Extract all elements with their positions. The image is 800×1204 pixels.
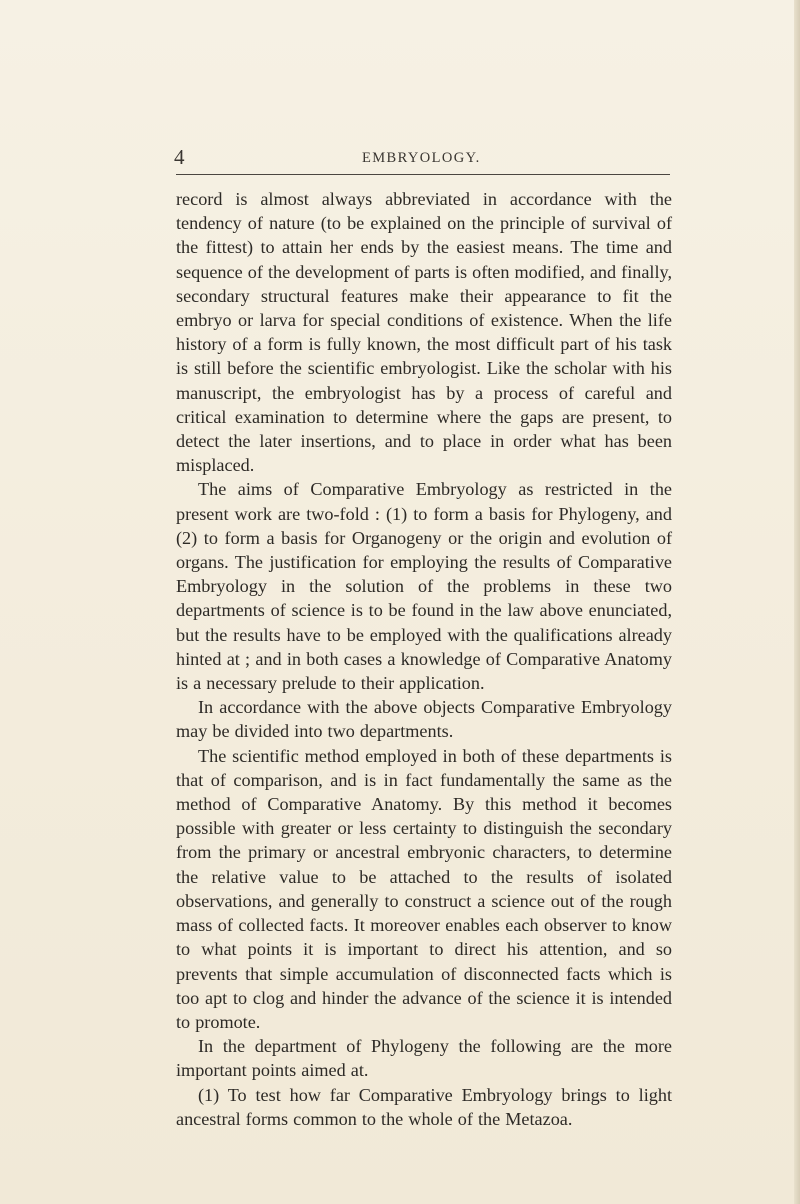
page-edge	[794, 0, 800, 1204]
paragraph-continued: record is almost always abbreviated in accordance with the tendency of nature (to be explained on the principle of survival of the fittest) to attain her ends by the easiest means. The time and sequence of the development of parts is often modified, and finally, secondary structural features make their appearance to fit the embryo or larva for special conditions of existence. When the life history of a form is fully known, the most difficult part of his task is still before the scientific embryologist. Like the scholar with his manuscript, the embryologist has by a process of careful and critical examination to determine where the gaps are present, to detect the later insertions, and to place in order what has been misplaced.	[176, 189, 672, 476]
header-rule	[176, 174, 670, 175]
running-head: EMBRYOLOGY.	[362, 150, 481, 166]
paragraph-aims: The aims of Comparative Embryology as restricted in the present work are two-fold : (1) to form a basis for Phylogeny, and (2) to form a basis for Organogeny or the origin and evolution of organs. The justification for employing the results of Comparative Embryology in the solution of the problems in these two departments of science is to be found in the law above enunciated, but the results have to be employed with the qualifications already hinted at ; and in both cases a knowledge of Comparative Anatomy is a necessary prelude to their application.	[176, 479, 672, 694]
body-text	[176, 187, 672, 1131]
paragraph-method: The scientific method employed in both of these departments is that of comparison, and is in fact fundamentally the same as the method of Comparative Anatomy. By this method it becomes possible with greater or less certainty to distinguish the secondary from the primary or ancestral embryonic characters, to determine the relative value to be attached to the results of isolated observations, and generally to construct a science out of the rough mass of collected facts. It moreover enables each observer to know to what points it is important to direct his attention, and so prevents that simple accumulation of disconnected facts which is too apt to clog and hinder the advance of the science it is intended to promote.	[176, 745, 672, 1032]
paragraph-phylogeny: In the department of Phylogeny the following are the more important points aimed at.	[176, 1036, 672, 1081]
paragraph-departments: In accordance with the above objects Comparative Embryology may be divided into two departments.	[176, 697, 672, 742]
page-number: 4	[174, 145, 185, 169]
paragraph-point-1: (1) To test how far Comparative Embryology brings to light ancestral forms common to the whole of the Metazoa.	[176, 1084, 672, 1129]
